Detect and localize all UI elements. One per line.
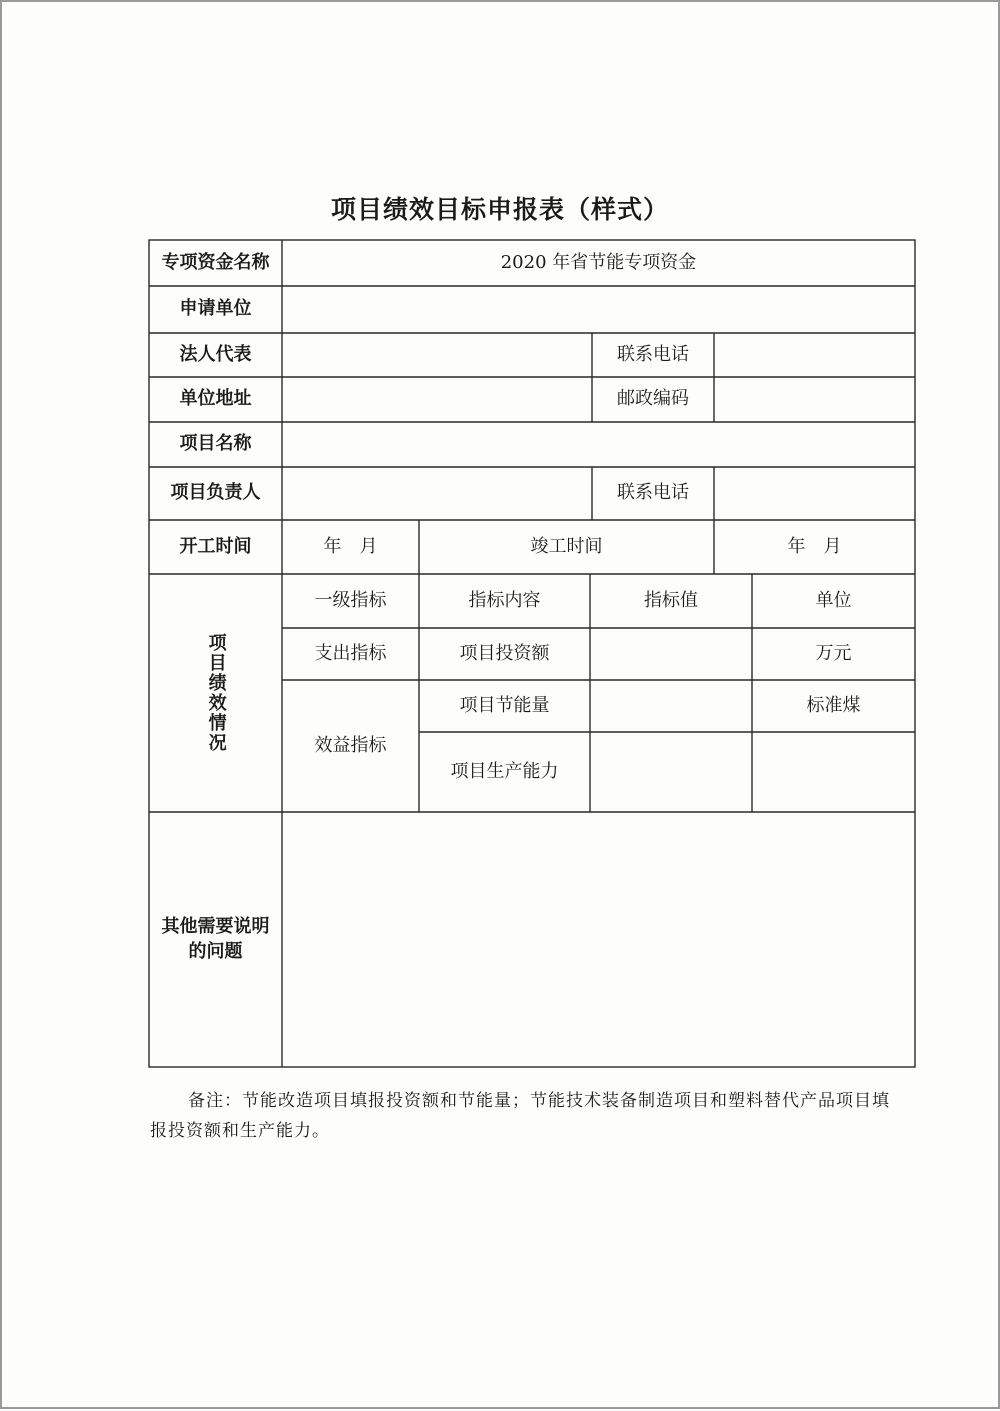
label-address: 单位地址 (179, 388, 252, 410)
header-indicator-content: 指标内容 (468, 589, 541, 611)
field-project-name[interactable] (282, 422, 915, 467)
field-completion-time[interactable]: 年 月 (787, 535, 842, 557)
indicator-value-field[interactable] (590, 680, 752, 732)
form-title: 项目绩效目标申报表（样式） (330, 195, 669, 224)
label-postcode: 邮政编码 (617, 388, 689, 410)
label-phone: 联系电话 (617, 343, 689, 365)
header-level1-indicator: 一级指标 (314, 589, 387, 611)
label-performance-text: 项目绩效情况 (205, 633, 227, 753)
indicator-content: 项目节能量 (459, 694, 550, 716)
field-phone[interactable] (714, 333, 915, 377)
field-start-time[interactable]: 年 月 (323, 535, 378, 557)
label-lead-phone: 联系电话 (617, 482, 689, 504)
label-project-lead: 项目负责人 (170, 482, 261, 504)
label-performance (149, 574, 282, 812)
label-legal-rep: 法人代表 (179, 343, 252, 365)
footnote: 备注：节能改造项目填报投资额和节能量；节能技术装备制造项目和塑料替代产品项目填报投资额和生产能力。 (150, 1091, 890, 1141)
field-other-issues[interactable] (282, 812, 915, 1067)
header-indicator-value: 指标值 (644, 589, 698, 611)
label-project-name: 项目名称 (179, 433, 252, 455)
field-lead-phone[interactable] (714, 467, 915, 520)
field-legal-rep[interactable] (282, 333, 592, 377)
category-benefit: 效益指标 (314, 734, 387, 756)
label-applicant: 申请单位 (179, 298, 252, 320)
label-fund-name: 专项资金名称 (161, 251, 270, 273)
indicator-unit: 万元 (815, 642, 852, 664)
field-project-lead[interactable] (282, 467, 592, 520)
field-applicant[interactable] (282, 286, 915, 333)
indicator-value-field[interactable] (590, 732, 752, 812)
category-expense: 支出指标 (314, 642, 387, 664)
indicator-content: 项目投资额 (459, 642, 550, 664)
indicator-unit (752, 732, 915, 812)
indicator-unit: 标准煤 (806, 694, 861, 716)
value-fund-name[interactable]: 2020 年省节能专项资金 (500, 251, 697, 273)
label-completion-time: 竣工时间 (530, 535, 603, 557)
indicator-value-field[interactable] (590, 628, 752, 680)
indicator-content: 项目生产能力 (450, 760, 559, 782)
label-start-time: 开工时间 (179, 535, 252, 557)
header-unit: 单位 (815, 589, 852, 611)
label-other-issues: 其他需要说明的问题 (161, 916, 270, 962)
field-postcode[interactable] (714, 377, 915, 422)
field-address[interactable] (282, 377, 592, 422)
